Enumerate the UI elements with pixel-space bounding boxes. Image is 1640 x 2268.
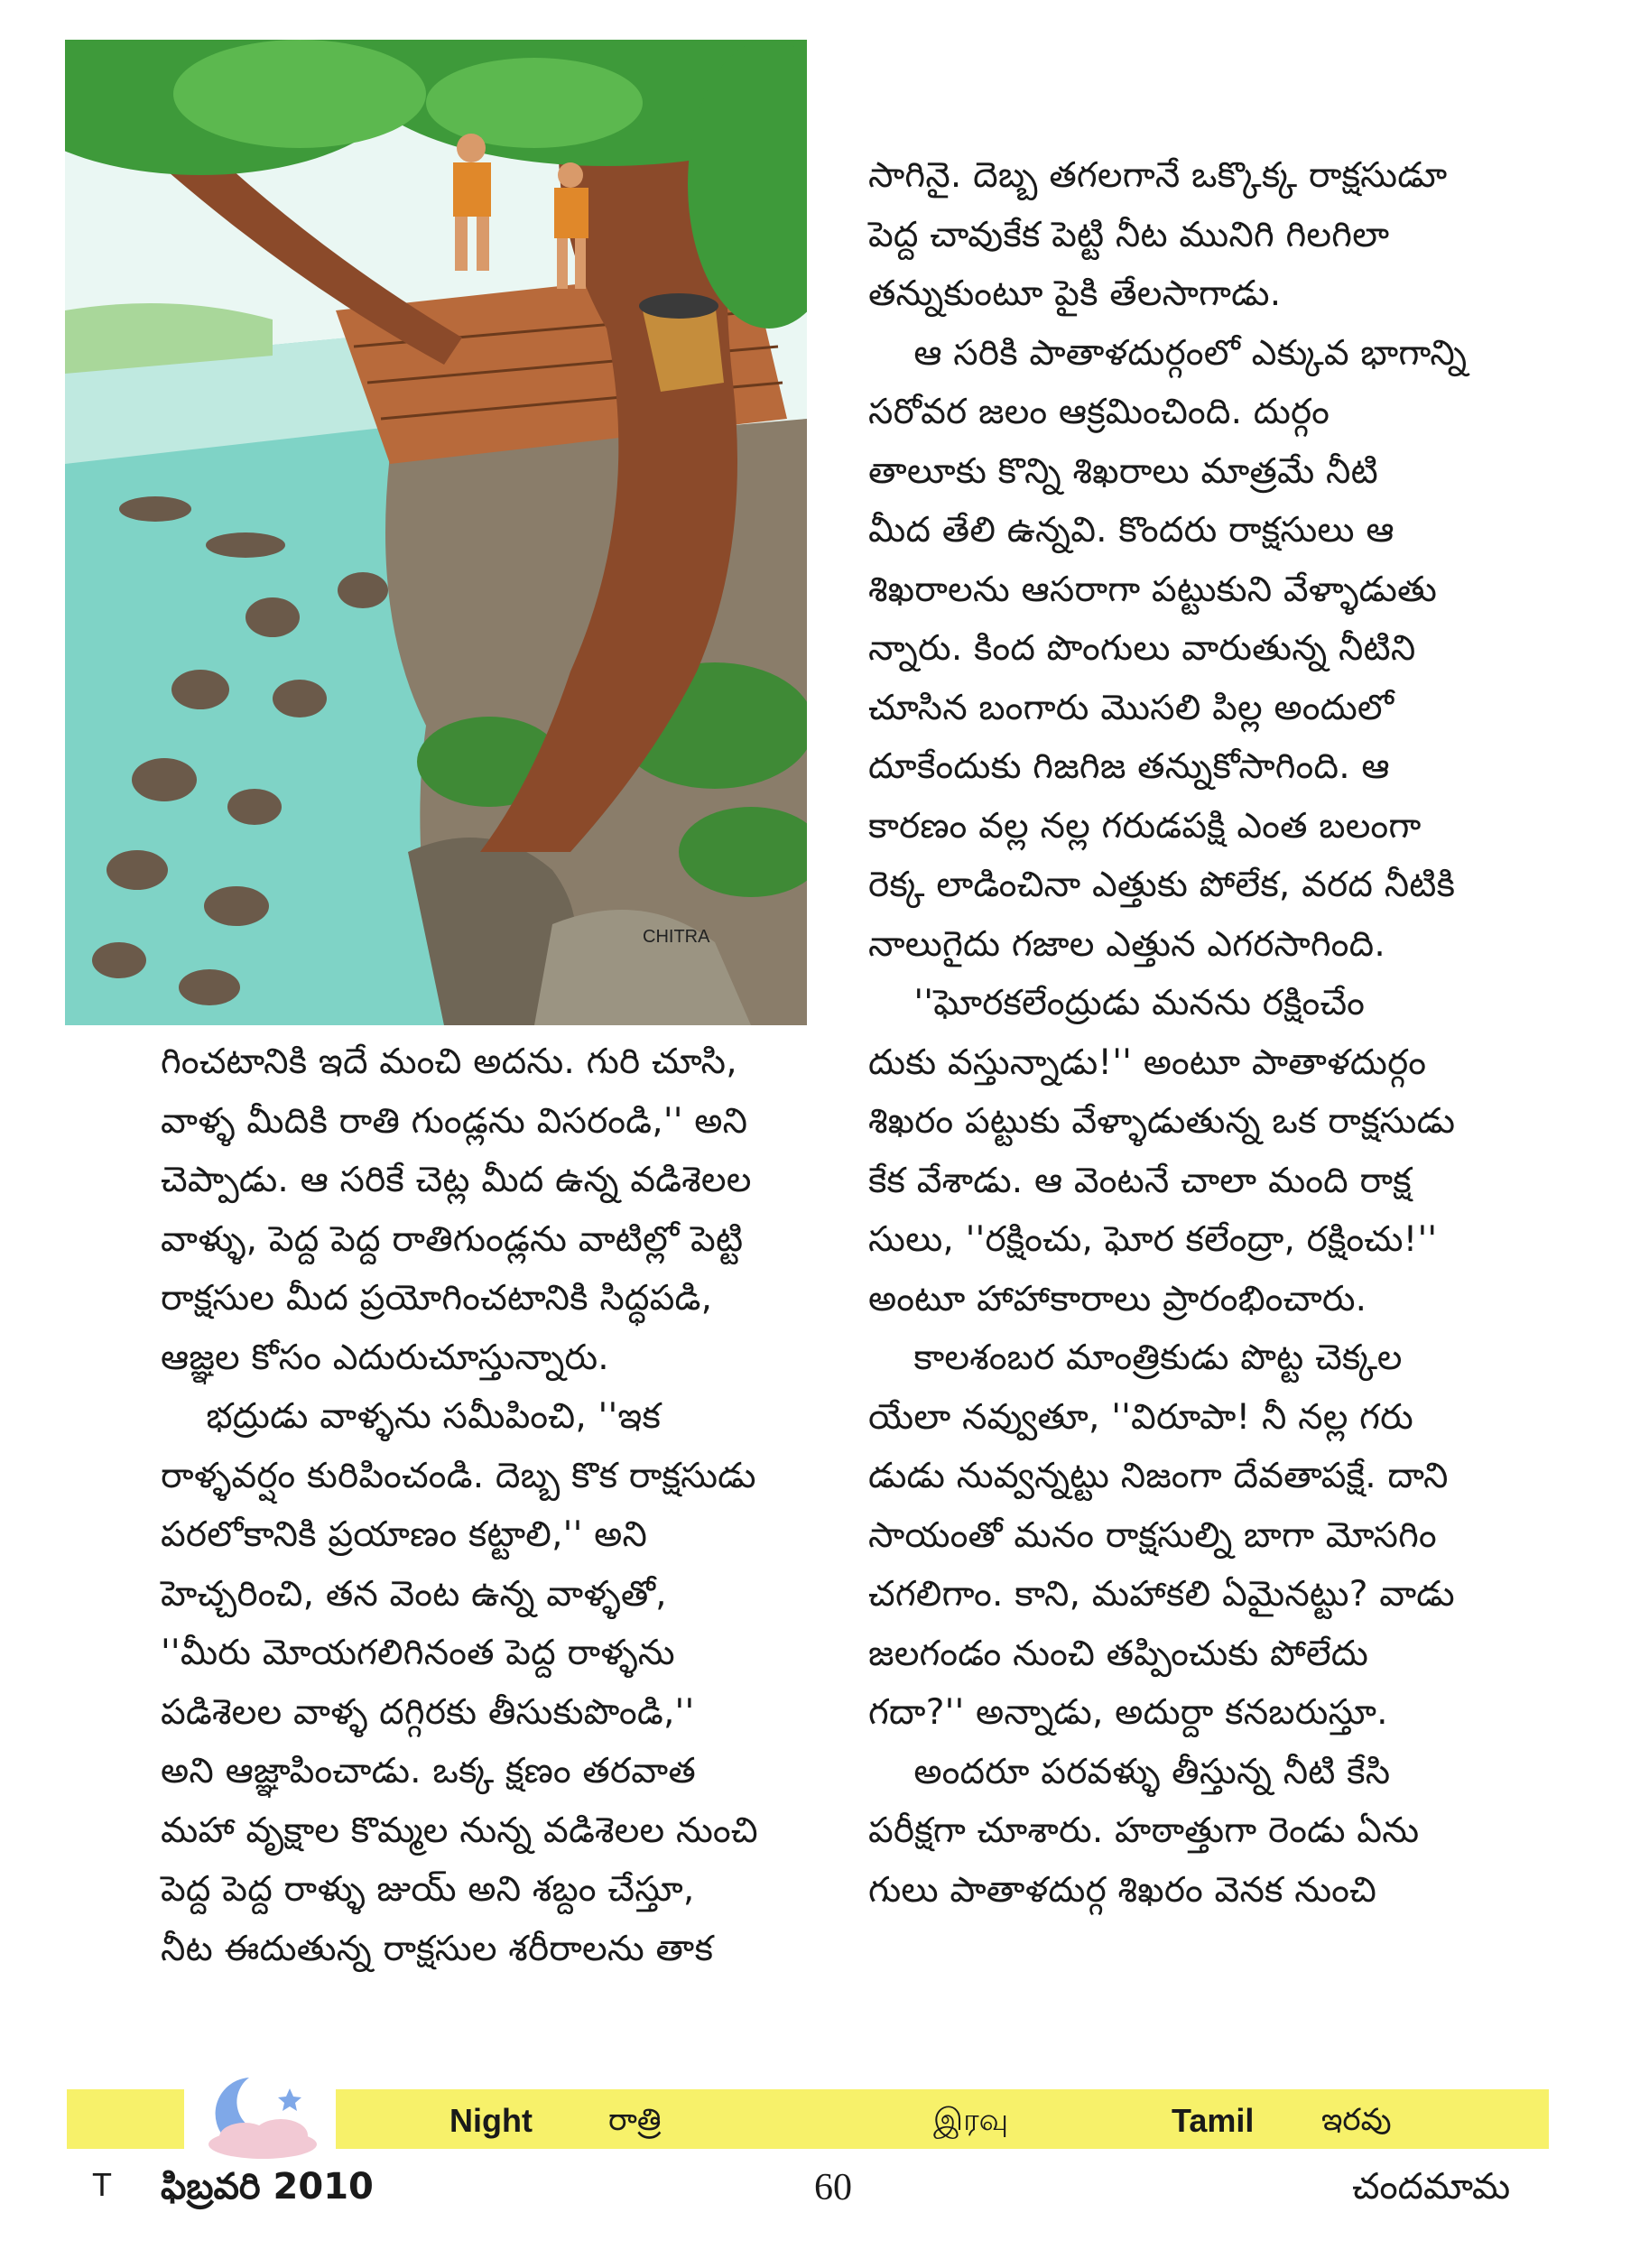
text-line: గులు పాతాళదుర్గ శిఖరం వెనక నుంచి	[868, 1869, 1377, 1911]
left-text-column	[161, 1032, 820, 1978]
story-illustration	[65, 40, 807, 1025]
magazine-name: చందమామ	[1352, 2166, 1511, 2208]
text-line: నాలుగైదు గజాల ఎత్తున ఎగరసాగింది.	[868, 923, 1385, 965]
tamil-word: இரவு	[933, 2102, 1009, 2138]
english-word: Night	[449, 2102, 533, 2139]
text-line: యేలా నవ్వుతూ, ''విరూపా! నీ నల్ల గరు	[868, 1396, 1413, 1438]
text-line: మహా వృక్షాల కొమ్మల నున్న వడిశెలల నుంచి	[161, 1810, 758, 1851]
text-line: అని ఆజ్ఞాపించాడు. ఒక్క క్షణం తరవాత	[161, 1751, 696, 1791]
text-line: ఆ సరికి పాతాళదుర్గంలో ఎక్కువ భాగాన్ని	[868, 332, 1468, 374]
text-line: శిఖరాలను ఆసరాగా పట్టుకుని వేళ్ళాడుతు	[868, 569, 1438, 610]
text-line: పరీక్షగా చూశారు. హఠాత్తుగా రెండు ఏను	[868, 1810, 1420, 1851]
text-line: ''మీరు మోయగలిగినంత పెద్ద రాళ్ళను	[161, 1633, 675, 1673]
text-line: చగలిగాం. కాని, మహాకలి ఏమైనట్టు? వాడు	[868, 1574, 1455, 1615]
text-line: హెచ్చరించి, తన వెంట ఉన్న వాళ్ళతో,	[161, 1573, 667, 1615]
text-line: పెద్ద పెద్ద రాళ్ళు జుయ్ అని శబ్దం చేస్తూ,	[161, 1869, 695, 1910]
text-line: నీట ఈదుతున్న రాక్షసుల శరీరాలను తాక	[161, 1928, 714, 1969]
text-line: సరోవర జలం ఆక్రమించింది. దుర్గం	[868, 392, 1330, 432]
artist-signature: CHITRA	[643, 927, 710, 947]
text-line: చెప్పాడు. ఆ సరికే చెట్ల మీద ఉన్న వడిశెలల	[161, 1160, 752, 1200]
text-line: సాగినై. దెబ్బ తగలగానే ఒక్కొక్క రాక్షసుడూ	[868, 155, 1448, 196]
text-line: తన్నుకుంటూ పైకి తేలసాగాడు.	[868, 273, 1282, 314]
text-line: కాలశంబర మాంత్రికుడు పొట్ట చెక్కల	[868, 1338, 1403, 1378]
text-line: జలగండం నుంచి తప్పించుకు పోలేదు	[868, 1633, 1369, 1674]
text-line: ఆజ్ఞల కోసం ఎదురుచూస్తున్నారు.	[161, 1337, 609, 1378]
text-line: రెక్క లాడించినా ఎత్తుకు పోలేక, వరద నీటికి	[868, 865, 1456, 905]
edition-mark: T	[92, 2166, 112, 2203]
text-line: పెద్ద చావుకేక పెట్టి నీట మునిగి గిలగిలా	[868, 214, 1390, 255]
text-line: దుకు వస్తున్నాడు!'' అంటూ పాతాళదుర్గం	[868, 1041, 1427, 1083]
language-label: Tamil	[1172, 2102, 1255, 2139]
text-line: ''ఘోరకలేంద్రుడు మనను రక్షించేం	[868, 983, 1366, 1023]
text-line: రాక్షసుల మీద ప్రయోగించటానికి సిద్ధపడి,	[161, 1278, 713, 1319]
page-number: 60	[814, 2167, 852, 2208]
text-line: వాళ్ళ మీదికి రాతి గుండ్లను విసరండి,'' అని	[161, 1100, 748, 1142]
text-line: డుడు నువ్వన్నట్టు నిజంగా దేవతాపక్షే. దాని	[868, 1456, 1449, 1496]
text-line: పడిశెలల వాళ్ళ దగ్గిరకు తీసుకుపొండి,''	[161, 1691, 695, 1733]
text-line: అంటూ హాహాకారాలు ప్రారంభించారు.	[868, 1278, 1367, 1319]
text-line: దూకేందుకు గిజగిజ తన్నుకోసాగింది. ఆ	[868, 746, 1390, 787]
text-line: కేక వేశాడు. ఆ వెంటనే చాలా మంది రాక్ష	[868, 1160, 1412, 1201]
text-line: గదా?'' అన్నాడు, అదుర్దా కనబరుస్తూ.	[868, 1692, 1388, 1733]
issue-date: ఫిబ్రవరి 2010	[161, 2166, 374, 2208]
text-line: గించటానికి ఇదే మంచి అదను. గురి చూసి,	[161, 1041, 737, 1082]
text-line: వాళ్ళు, పెద్ద పెద్ద రాతిగుండ్లను వాటిల్లో పెట్టి	[161, 1218, 744, 1260]
text-line: చూసిన బంగారు మొసలి పిల్ల అందులో	[868, 687, 1394, 728]
telugu-word: రాత్రి	[608, 2102, 662, 2138]
text-line: న్నారు. కింద పొంగులు వారుతున్న నీటిని	[868, 628, 1416, 669]
telugu-transliteration: ఇరవు	[1321, 2102, 1392, 2138]
text-line: రాళ్ళవర్షం కురిపించండి. దెబ్బ కొక రాక్షసుడు	[161, 1455, 756, 1496]
moon-cloud-icon	[186, 2072, 339, 2162]
text-line: తాలూకు కొన్ని శిఖరాలు మాత్రమే నీటి	[868, 450, 1378, 492]
text-line: మీద తేలి ఉన్నవి. కొందరు రాక్షసులు ఆ	[868, 510, 1394, 551]
right-text-column	[868, 146, 1545, 1920]
text-line: భద్రుడు వాళ్ళను సమీపించి, ''ఇక	[161, 1396, 662, 1437]
text-line: శిఖరం పట్టుకు వేళ్ళాడుతున్న ఒక రాక్షసుడు	[868, 1101, 1456, 1142]
text-line: అందరూ పరవళ్ళు తీస్తున్న నీటి కేసి	[868, 1751, 1391, 1792]
text-line: పరలోకానికి ప్రయాణం కట్టాలి,'' అని	[161, 1514, 648, 1555]
text-line: కారణం వల్ల నల్ల గరుడపక్షి ఎంత బలంగా	[868, 805, 1422, 847]
text-line: సాయంతో మనం రాక్షసుల్ని బాగా మోసగిం	[868, 1514, 1437, 1556]
text-line: సులు, ''రక్షించు, ఘోర కలేంద్రా, రక్షించు!''	[868, 1219, 1438, 1260]
